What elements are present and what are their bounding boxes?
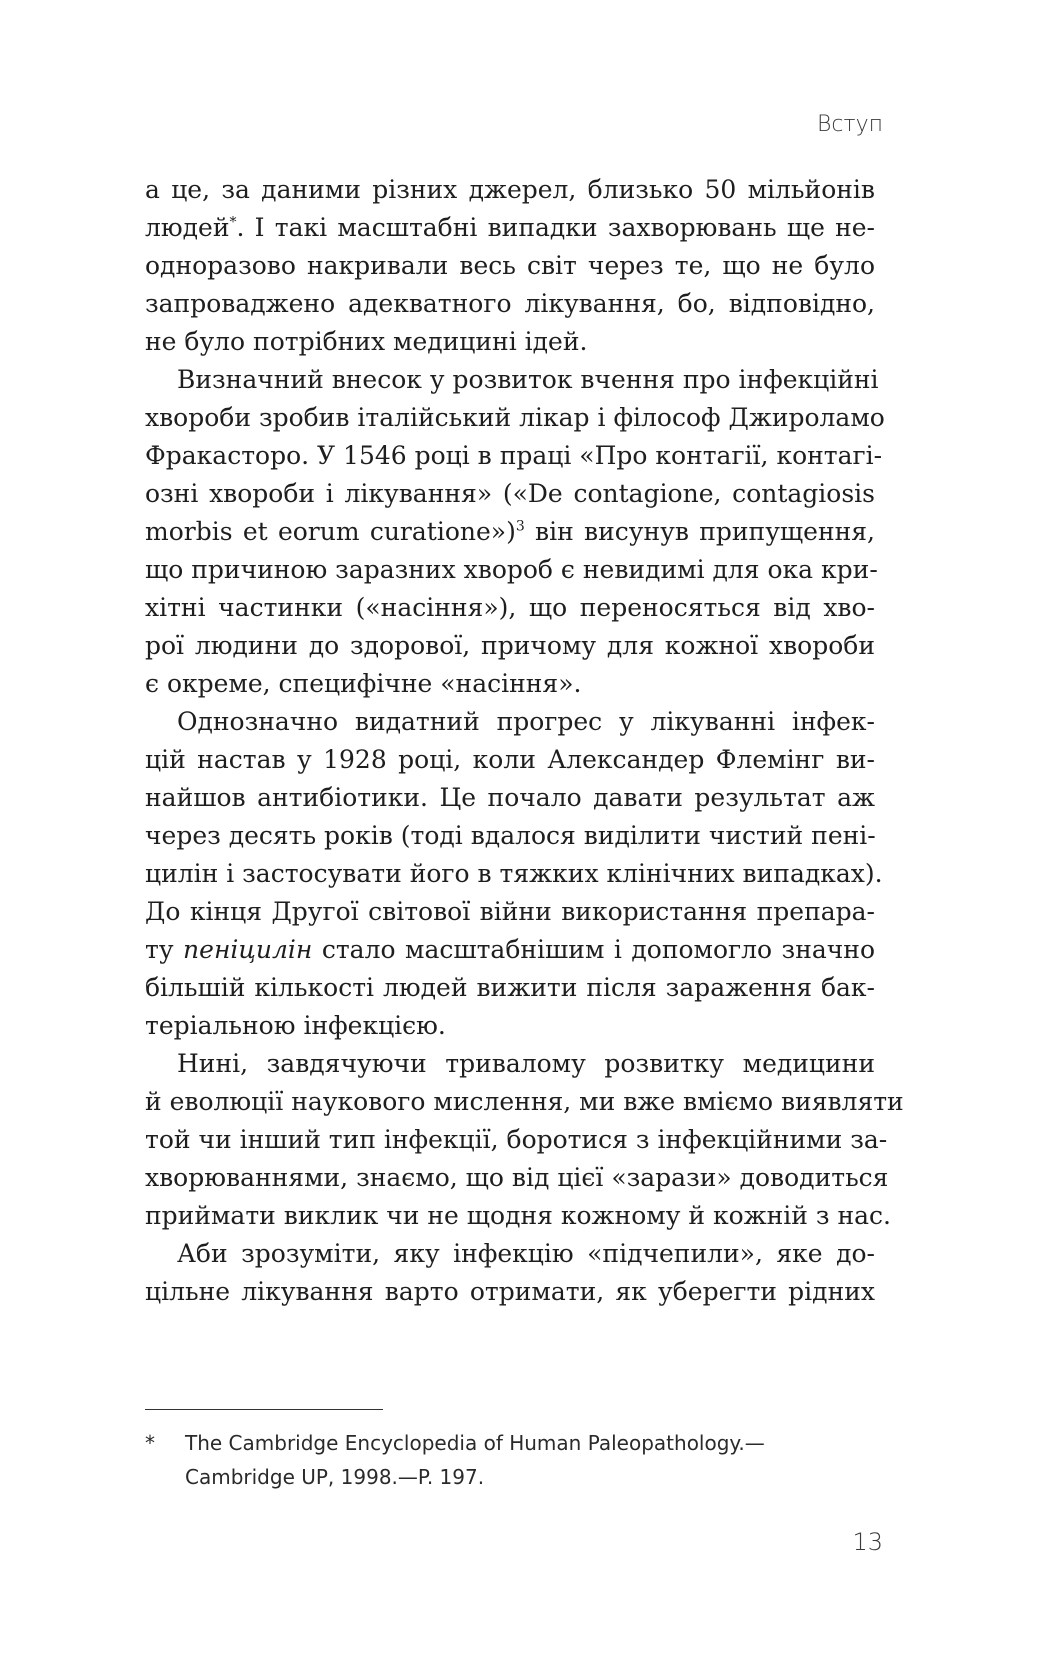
text-line: є окреме, специфічне «насіння». bbox=[145, 669, 582, 698]
text-line: більшій кількості людей вижити після зараження бак- bbox=[145, 973, 875, 1002]
footnote-reference: * bbox=[229, 214, 237, 231]
text-line: через десять років (тоді вдалося виділити чистий пені- bbox=[145, 821, 876, 850]
text-line: ту пеніцилін стало масштабнішим і допомогло значно bbox=[145, 935, 875, 964]
text-line: озні хвороби і лікування» («De contagione, contagiosis bbox=[145, 479, 875, 508]
footnote-divider bbox=[145, 1409, 383, 1410]
text-line: Фракасторо. У 1546 році в праці «Про контагії, контагі- bbox=[145, 441, 883, 470]
text-line: людей*. І такі масштабні випадки захворювань ще не- bbox=[145, 213, 875, 242]
text-line: найшов антибіотики. Це почало давати результат аж bbox=[145, 783, 875, 812]
footnote-marker: * bbox=[145, 1431, 155, 1455]
text-line: хвороби зробив італійський лікар і філософ Джироламо bbox=[145, 403, 885, 432]
text-line: рої людини до здорової, причому для кожної хвороби bbox=[145, 631, 875, 660]
text-line: morbis et eorum curatione»)$^3$ він висунув припущення, bbox=[145, 517, 875, 546]
text-line: той чи інший тип інфекції, боротися з інфекційними за- bbox=[145, 1125, 888, 1154]
emphasized-term: пеніцилін bbox=[183, 935, 313, 964]
text-line: Аби зрозуміти, яку інфекцію «підчепили», яке до- bbox=[177, 1239, 875, 1268]
footnote bbox=[145, 1426, 865, 1494]
text-line: одноразово накривали весь світ через те, що не було bbox=[145, 251, 875, 280]
text-line: цилін і застосувати його в тяжких клінічних випадках). bbox=[145, 859, 883, 888]
footnote-line: Cambridge UP, 1998.—P. 197. bbox=[185, 1465, 485, 1489]
text-line: До кінця Другої світової війни використання препара- bbox=[145, 897, 875, 926]
text-line: хворюваннями, знаємо, що від цієї «зарази» доводиться bbox=[145, 1163, 889, 1192]
running-header: Вступ bbox=[817, 112, 883, 137]
text-line: Однозначно видатний прогрес у лікуванні інфек- bbox=[177, 707, 875, 736]
text-line: а це, за даними різних джерел, близько 50 мільйонів bbox=[145, 175, 875, 204]
main-text bbox=[145, 171, 904, 1311]
text-line: Визначний внесок у розвиток вчення про інфекційні bbox=[177, 365, 879, 394]
text-line: й еволюції наукового мислення, ми вже вміємо виявляти bbox=[145, 1087, 904, 1116]
footnote-line: The Cambridge Encyclopedia of Human Paleopathology.— bbox=[185, 1431, 765, 1455]
text-line: запроваджено адекватного лікування, бо, відповідно, bbox=[145, 289, 875, 318]
page-number: 13 bbox=[852, 1528, 883, 1556]
text-line: Нині, завдячуючи тривалому розвитку медицини bbox=[177, 1049, 875, 1078]
text-line: теріальною інфекцією. bbox=[145, 1011, 446, 1040]
text-line: цій настав у 1928 році, коли Александер Флемінг ви- bbox=[145, 745, 875, 774]
text-line: приймати виклик чи не щодня кожному й кожній з нас. bbox=[145, 1201, 892, 1230]
text-line: цільне лікування варто отримати, як уберегти рідних bbox=[145, 1277, 875, 1306]
text-line: хітні частинки («насіння»), що переносяться від хво- bbox=[145, 593, 875, 622]
text-line: не було потрібних медицині ідей. bbox=[145, 327, 588, 356]
endnote-reference: 3 bbox=[515, 518, 525, 535]
text-line: що причиною заразних хвороб є невидимі для ока кри- bbox=[145, 555, 878, 584]
